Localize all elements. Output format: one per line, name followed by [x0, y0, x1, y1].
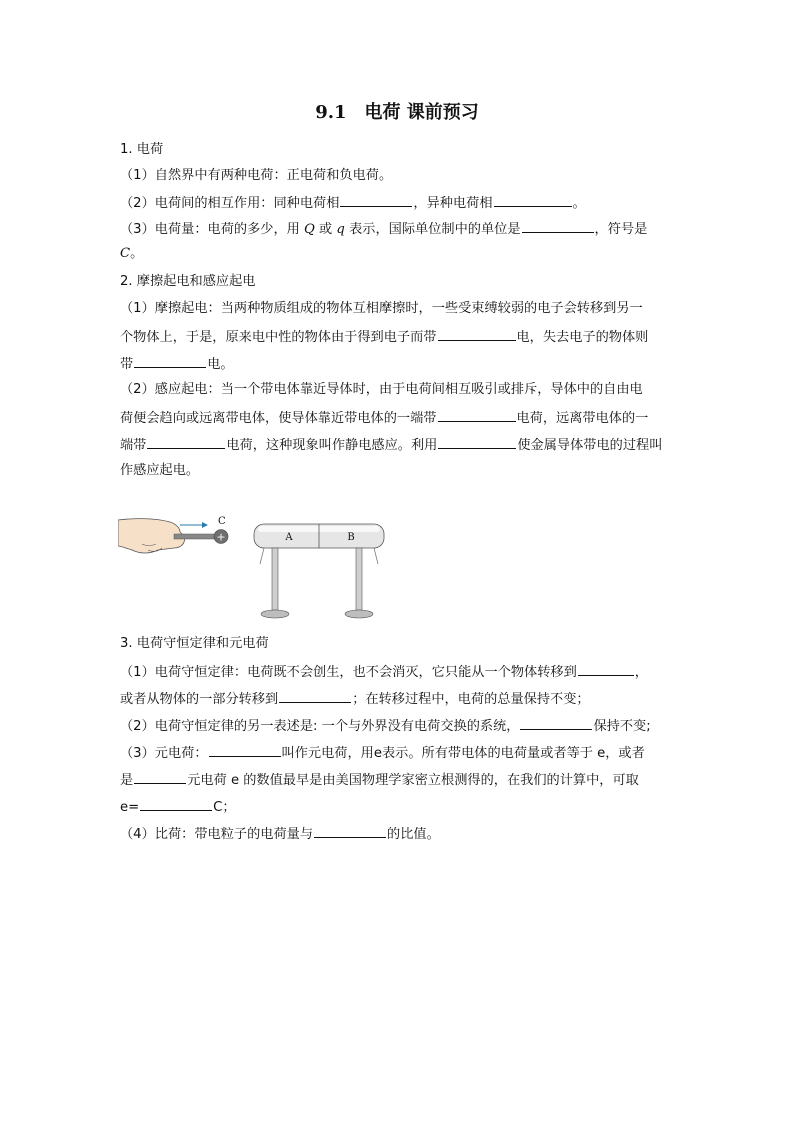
blank-lose-electron[interactable] — [134, 353, 206, 368]
s3-line-6: e= C； — [120, 796, 680, 818]
induction-figure — [118, 508, 398, 626]
blank-another-part[interactable] — [279, 688, 351, 703]
stand-right — [345, 548, 373, 618]
s2-line-1: （1）摩擦起电：当两种物质组成的物体互相摩擦时，一些受束缚较弱的电子会转移到另一 — [120, 301, 643, 316]
blank-unit[interactable] — [522, 218, 594, 233]
s1-line-4: C。 — [120, 246, 144, 261]
section-3-heading: 3. 电荷守恒定律和元电荷 — [120, 636, 269, 651]
s3-line-7: （4）比荷：带电粒子的电荷量与 的比值。 — [120, 823, 680, 845]
page-title: 9.1 电荷 课前预习 — [315, 102, 479, 123]
s3-line-2: 或者从物体的一部分转移到 ；在转移过程中，电荷的总量保持不变； — [120, 688, 680, 710]
blank-gain-electron[interactable] — [438, 326, 516, 341]
conductor-ab — [254, 524, 384, 548]
foil-left — [260, 548, 264, 564]
s1-line-3: （3）电荷量：电荷的多少，用 Q 或 q 表示，国际单位制中的单位是 ，符号是 — [120, 218, 680, 240]
arrow-head-icon — [202, 522, 208, 528]
section-2-heading: 2. 摩擦起电和感应起电 — [120, 274, 256, 289]
section-1-heading: 1. 电荷 — [120, 142, 164, 157]
stand-left — [261, 548, 289, 618]
blank-same-charge[interactable] — [340, 192, 412, 207]
label-c: C — [218, 516, 226, 527]
plus-sign: + — [216, 530, 226, 544]
blank-opposite-charge[interactable] — [494, 192, 572, 207]
s2-line-6: 端带 电荷，这种现象叫作静电感应。利用 使金属导体带电的过程叫 — [120, 434, 680, 456]
s1-line-1: （1）自然界中有两种电荷：正电荷和负电荷。 — [120, 168, 393, 183]
s2-line-5: 荷便会趋向或远离带电体，使导体靠近带电体的一端带 电荷，远离带电体的一 — [120, 407, 680, 429]
s3-line-5: 是 元电荷 e 的数值最早是由美国物理学家密立根测得的，在我们的计算中，可取 — [120, 769, 680, 791]
s2-line-4: （2）感应起电：当一个带电体靠近导体时，由于电荷间相互吸引或排斥，导体中的自由电 — [120, 382, 643, 397]
blank-mass[interactable] — [314, 823, 386, 838]
label-a: A — [285, 532, 293, 543]
blank-e-value[interactable] — [140, 796, 212, 811]
foil-right — [374, 548, 378, 564]
s3-line-1: （1）电荷守恒定律：电荷既不会创生，也不会消灭，它只能从一个物体转移到 ， — [120, 661, 680, 683]
s1-line-2: （2）电荷间的相互作用：同种电荷相 ，异种电荷相 。 — [120, 192, 680, 214]
blank-elementary-charge[interactable] — [209, 742, 281, 757]
s3-line-3: （2）电荷守恒定律的另一表述是: 一个与外界没有电荷交换的系统， 保持不变; — [120, 715, 680, 737]
blank-near-end[interactable] — [438, 407, 516, 422]
s2-line-7: 作感应起电。 — [120, 463, 200, 478]
blank-integer-multiple[interactable] — [134, 769, 186, 784]
insulating-rod — [174, 534, 216, 539]
s3-line-4: （3）元电荷： 叫作元电荷，用e表示。所有带电体的电荷量或者等于 e，或者 — [120, 742, 680, 764]
blank-induction[interactable] — [438, 434, 516, 449]
s2-line-2: 个物体上，于是，原来电中性的物体由于得到电子而带 电，失去电子的物体则 — [120, 326, 680, 348]
s2-line-3: 带 电。 — [120, 353, 680, 375]
label-b: B — [347, 532, 355, 543]
blank-another-object[interactable] — [578, 661, 634, 676]
blank-algebraic-sum[interactable] — [520, 715, 592, 730]
blank-far-end[interactable] — [147, 434, 225, 449]
